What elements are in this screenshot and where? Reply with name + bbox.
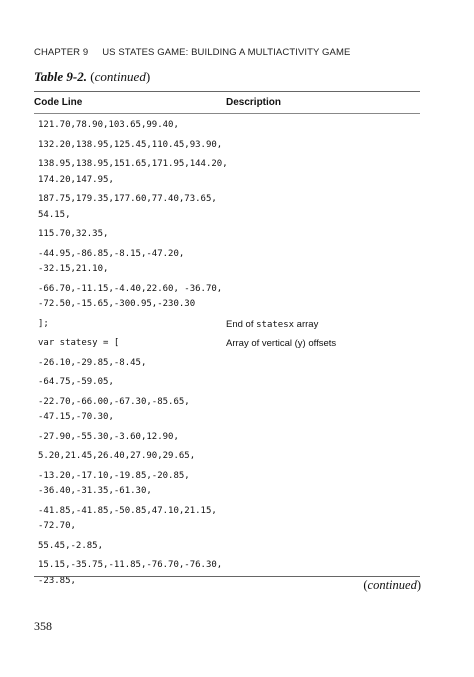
column-header-code-line: Code Line [34,97,83,108]
code-line [38,282,420,313]
code-text: -44.95,-86.85,-8.15,-47.20, [38,248,185,259]
code-line [38,539,420,555]
table-row [34,247,420,278]
code-text: -47.15,-70.30, [38,412,114,422]
table-row [34,558,420,589]
description-text: End of [226,318,257,330]
table-row [34,118,420,134]
description-cell [226,336,336,352]
code-text: 187.75,179.35,177.60,77.40,73.65, [38,194,217,204]
continued-close-paren: ) [416,578,421,592]
code-text: 54.15, [38,209,71,220]
code-text: -26.10,-29.85,-8.45, [38,357,147,368]
code-text: -32.15,21.10, [38,264,109,274]
table-row [34,317,420,333]
caption-continued: continued [94,69,146,84]
table-bottom-rule [34,576,420,577]
code-line [38,356,420,372]
table-row [34,430,420,446]
table-row [34,504,420,535]
code-text: 138.95,138.95,151.65,171.95,144.20, [38,159,228,169]
description-text: array [294,318,319,330]
code-line [38,227,420,243]
running-head [34,47,350,58]
code-line [38,430,420,446]
table-caption [34,69,150,85]
code-text: -41.85,-41.85,-50.85,47.10,21.15, [38,505,217,516]
description-cell [226,317,318,334]
table-row [34,336,420,352]
table-row [34,138,420,154]
table-top-rule [34,91,420,92]
table-row [34,227,420,243]
code-line [38,247,420,278]
continued-note [363,578,421,593]
table-row [34,539,420,555]
code-line [38,395,420,426]
code-line [38,449,420,465]
code-text: 15.15,-35.75,-11.85,-76.70,-76.30, [38,560,223,570]
table-label: Table 9-2. [34,69,87,84]
description-code-term: statesx [256,319,295,330]
table-row [34,395,420,426]
chapter-title: US STATES GAME: BUILDING A MULTIACTIVITY GAME [102,47,351,58]
code-line [38,192,420,223]
code-text: var statesy = [ [38,338,120,348]
code-text: -72.70, [38,521,76,531]
code-line [38,375,420,391]
code-text: -13.20,-17.10,-19.85,-20.85, [38,470,190,481]
table-row [34,356,420,372]
continued-open-paren: ( [363,578,368,592]
table-row [34,157,420,188]
code-text: 5.20,21.45,26.40,27.90,29.65, [38,451,196,461]
chapter-number: CHAPTER 9 [34,47,89,58]
code-text: 174.20,147.95, [38,174,114,185]
code-line [38,469,420,500]
table-row [34,469,420,500]
table-body [34,118,420,593]
code-text: -22.70,-66.00,-67.30,-85.65, [38,396,190,407]
continued-text: continued [367,578,417,592]
code-text: 132.20,138.95,125.45,110.45,93.90, [38,139,223,150]
caption-close-paren: ) [145,69,151,84]
code-text: -66.70,-11.15,-4.40,22.60, -36.70, [38,283,223,294]
caption-open-paren: ( [90,69,95,84]
table-row [34,449,420,465]
table-row [34,375,420,391]
code-line [38,504,420,535]
description-text: Array of vertical (y) offsets [226,338,337,349]
code-text: ]; [38,318,49,329]
page-number: 358 [34,619,52,633]
code-line [38,118,420,134]
code-text: -64.75,-59.05, [38,377,114,387]
code-line [38,138,420,154]
code-line [38,157,420,188]
code-text: 121.70,78.90,103.65,99.40, [38,120,179,130]
code-text: 115.70,32.35, [38,229,109,239]
table-row [34,192,420,223]
table-header-rule [34,113,420,114]
code-text: -36.40,-31.35,-61.30, [38,486,152,496]
code-text: -72.50,-15.65,-300.95,-230.30 [38,299,196,309]
code-text: -23.85, [38,575,76,586]
table-row [34,282,420,313]
code-text: 55.45,-2.85, [38,540,104,551]
code-text: -27.90,-55.30,-3.60,12.90, [38,431,179,442]
column-header-description: Description [226,97,282,108]
